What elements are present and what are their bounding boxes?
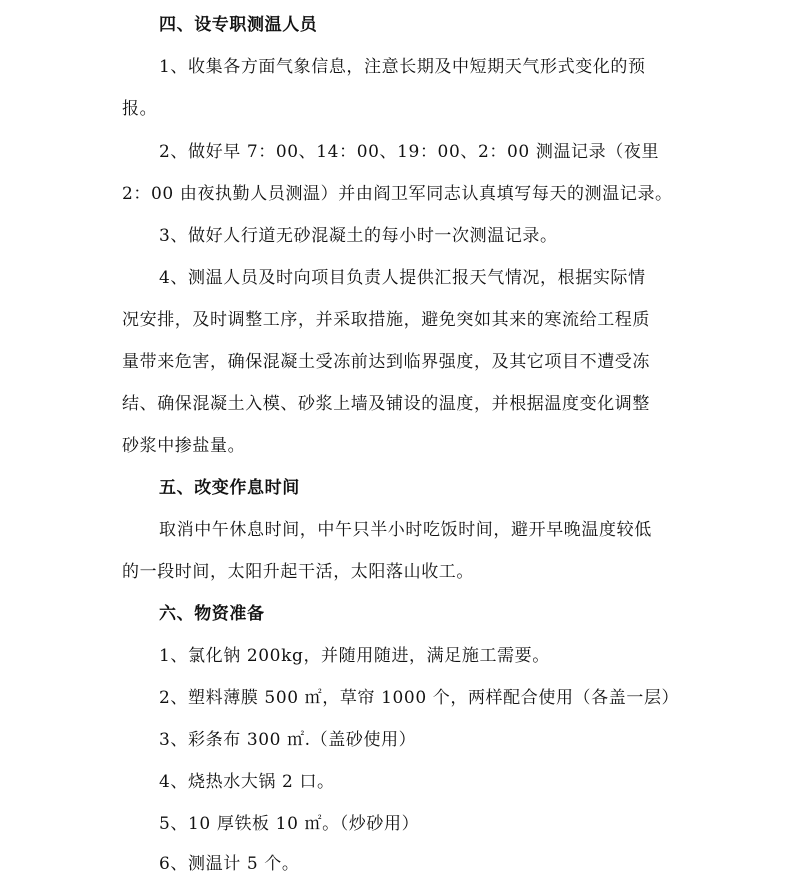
list-item: 5、10 厚铁板 10 ㎡。（炒砂用） [159, 814, 420, 834]
paragraph-line: 1、收集各方面气象信息，注意长期及中短期天气形式变化的预 [159, 57, 646, 77]
list-item: 3、彩条布 300 ㎡.（盖砂使用） [159, 730, 417, 750]
paragraph-line: 取消中午休息时间，中午只半小时吃饭时间，避开早晚温度较低 [159, 520, 652, 540]
paragraph-line: 2：00 由夜执勤人员测温）并由阎卫军同志认真填写每天的测温记录。 [122, 184, 673, 204]
paragraph-line: 2、做好早 7：00、14：00、19：00、2：00 测温记录（夜里 [159, 142, 660, 162]
paragraph-line: 4、测温人员及时向项目负责人提供汇报天气情况，根据实际情 [159, 268, 646, 288]
list-item: 2、塑料薄膜 500 ㎡，草帘 1000 个，两样配合使用（各盖一层） [159, 688, 680, 708]
list-item: 6、测温计 5 个。 [159, 854, 300, 874]
section-heading: 五、改变作息时间 [159, 478, 300, 498]
list-item: 4、烧热水大锅 2 口。 [159, 772, 335, 792]
list-item: 1、氯化钠 200kg，并随用随进，满足施工需要。 [159, 646, 550, 666]
paragraph-line: 结、确保混凝土入模、砂浆上墙及铺设的温度，并根据温度变化调整 [122, 394, 650, 414]
section-heading: 四、设专职测温人员 [159, 15, 318, 35]
paragraph-line: 况安排，及时调整工序，并采取措施，避免突如其来的寒流给工程质 [122, 310, 650, 330]
paragraph-line: 的一段时间，太阳升起干活，太阳落山收工。 [122, 562, 474, 582]
paragraph-line: 砂浆中掺盐量。 [122, 436, 246, 456]
paragraph-line: 3、做好人行道无砂混凝土的每小时一次测温记录。 [159, 226, 558, 246]
paragraph-line: 报。 [122, 99, 158, 119]
paragraph-line: 量带来危害，确保混凝土受冻前达到临界强度，及其它项目不遭受冻 [122, 352, 650, 372]
section-heading: 六、物资准备 [159, 604, 265, 624]
